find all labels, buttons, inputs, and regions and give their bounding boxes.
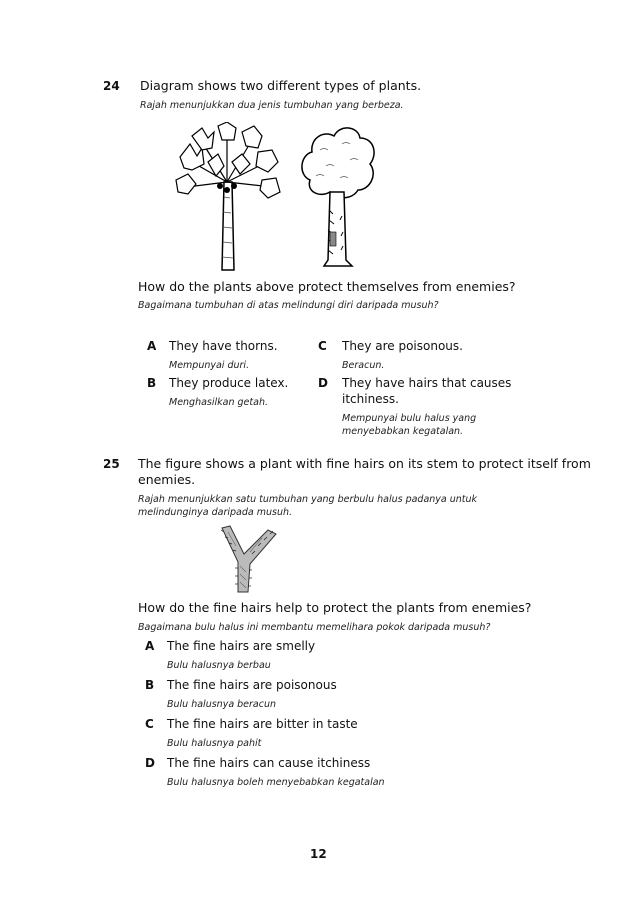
q24-option-a-ms: Mempunyai duri. xyxy=(169,360,250,371)
q25-option-b-letter: B xyxy=(145,678,155,692)
question-25-stem-ms-1: Rajah menunjukkan satu tumbuhan yang berbulu halus padanya untuk xyxy=(138,494,478,505)
q25-option-a-letter: A xyxy=(145,639,155,653)
q24-option-d-en-1: They have hairs that causes xyxy=(342,376,512,390)
question-25-stem-en-2: enemies. xyxy=(138,472,196,487)
q25-option-c-letter: C xyxy=(145,717,154,731)
q24-option-b-en: They produce latex. xyxy=(169,376,289,390)
question-24-ask-en: How do the plants above protect themselves from enemies? xyxy=(138,279,516,294)
hairy-stem-illustration xyxy=(218,524,286,594)
q25-option-d-letter: D xyxy=(145,756,155,770)
q25-option-c-ms: Bulu halusnya pahit xyxy=(167,738,262,749)
q25-option-a-ms: Bulu halusnya berbau xyxy=(167,660,271,671)
q25-option-c-en: The fine hairs are bitter in taste xyxy=(167,717,358,731)
q24-option-d-letter: D xyxy=(318,376,328,390)
q24-option-a-en: They have thorns. xyxy=(169,339,278,353)
page-number: 12 xyxy=(310,847,327,861)
question-24-ask-ms: Bagaimana tumbuhan di atas melindungi diri daripada musuh? xyxy=(138,300,439,311)
q24-option-b-ms: Menghasilkan getah. xyxy=(169,397,268,408)
q24-option-a-letter: A xyxy=(147,339,157,353)
papaya-tree-illustration xyxy=(172,122,282,272)
question-24-number: 24 xyxy=(103,79,120,93)
q25-option-a-en: The fine hairs are smelly xyxy=(167,639,316,653)
q24-option-d-ms-1: Mempunyai bulu halus yang xyxy=(342,413,477,424)
q25-option-d-en: The fine hairs can cause itchiness xyxy=(167,756,371,770)
q24-option-c-ms: Beracun. xyxy=(342,360,385,371)
question-25-stem-ms-2: melindunginya daripada musuh. xyxy=(138,507,293,518)
question-24-stem-ms: Rajah menunjukkan dua jenis tumbuhan yang berbeza. xyxy=(140,100,404,111)
question-24-stem-en: Diagram shows two different types of plants. xyxy=(140,78,422,93)
question-25-number: 25 xyxy=(103,457,120,471)
question-25-ask-ms: Bagaimana bulu halus ini membantu memelihara pokok daripada musuh? xyxy=(138,622,491,633)
question-25-ask-en: How do the fine hairs help to protect the plants from enemies? xyxy=(138,600,532,615)
q24-option-b-letter: B xyxy=(147,376,157,390)
hairy-tree-illustration xyxy=(296,120,378,270)
q25-option-d-ms: Bulu halusnya boleh menyebabkan kegatalan xyxy=(167,777,385,788)
q24-option-c-en: They are poisonous. xyxy=(342,339,463,353)
q24-option-c-letter: C xyxy=(318,339,327,353)
question-25-stem-en-1: The figure shows a plant with fine hairs on its stem to protect itself from xyxy=(138,456,591,471)
q25-option-b-ms: Bulu halusnya beracun xyxy=(167,699,277,710)
q25-option-b-en: The fine hairs are poisonous xyxy=(167,678,337,692)
q24-option-d-en-2: itchiness. xyxy=(342,392,399,406)
q24-option-d-ms-2: menyebabkan kegatalan. xyxy=(342,426,464,437)
